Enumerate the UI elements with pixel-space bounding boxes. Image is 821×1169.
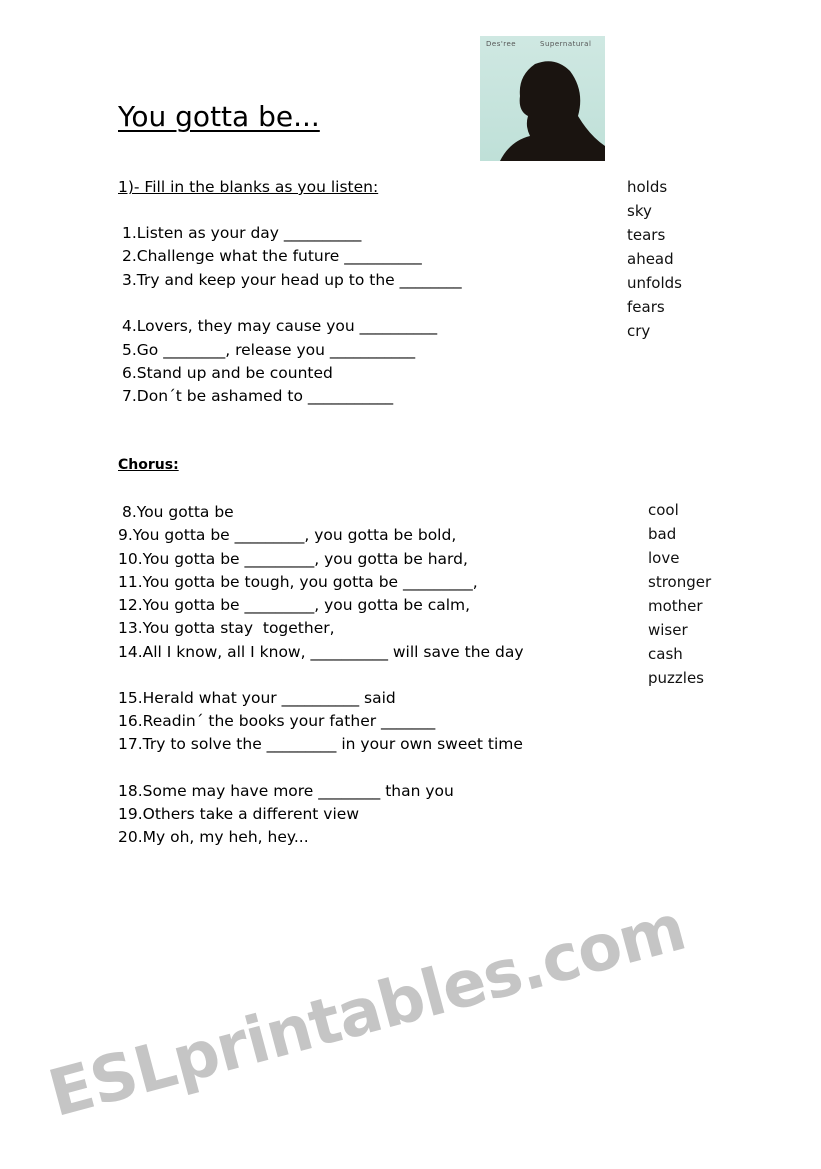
word-bank-item: cash [648, 645, 683, 663]
exercise-line: 2.Challenge what the future __________ [122, 247, 422, 265]
exercise-line: 9.You gotta be _________, you gotta be bold, [118, 526, 457, 544]
exercise-line: 18.Some may have more ________ than you [118, 782, 454, 800]
word-bank-item: cry [627, 322, 651, 340]
word-bank-item: puzzles [648, 669, 704, 687]
exercise-line: 20.My oh, my heh, hey... [118, 828, 309, 846]
word-bank-item: tears [627, 226, 666, 244]
exercise-line: 13.You gotta stay together, [118, 619, 335, 637]
exercise-line: 4.Lovers, they may cause you __________ [122, 317, 438, 335]
page-title: You gotta be... [118, 100, 320, 133]
cover-album: Supernatural [540, 40, 592, 48]
word-bank-item: bad [648, 525, 677, 543]
word-bank-item: cool [648, 501, 679, 519]
word-bank-item: mother [648, 597, 703, 615]
album-cover-image [480, 36, 605, 161]
exercise-line: 17.Try to solve the _________ in your own sweet time [118, 735, 523, 753]
word-bank-item: unfolds [627, 274, 682, 292]
word-bank-item: wiser [648, 621, 688, 639]
word-bank-item: fears [627, 298, 665, 316]
exercise-line: 12.You gotta be _________, you gotta be calm, [118, 596, 471, 614]
exercise-line: 14.All I know, all I know, __________ will save the day [118, 643, 524, 661]
exercise-line: 15.Herald what your __________ said [118, 689, 396, 707]
exercise-line: 19.Others take a different view [118, 805, 359, 823]
exercise-line: 7.Don´t be ashamed to ___________ [122, 387, 394, 405]
exercise-line: 11.You gotta be tough, you gotta be _________, [118, 573, 478, 591]
watermark: ESLprintables.com [41, 891, 693, 1132]
chorus-heading: Chorus: [118, 457, 179, 473]
exercise-line: 1.Listen as your day __________ [122, 224, 362, 242]
exercise-line: 3.Try and keep your head up to the ________ [122, 271, 462, 289]
exercise-line: 10.You gotta be _________, you gotta be hard, [118, 550, 468, 568]
cover-artist: Des'ree [486, 40, 517, 48]
exercise-line: 16.Readin´ the books your father _______ [118, 712, 436, 730]
exercise-line: 5.Go ________, release you ___________ [122, 341, 416, 359]
word-bank-item: ahead [627, 250, 674, 268]
silhouette-icon [480, 36, 605, 161]
word-bank-item: love [648, 549, 680, 567]
word-bank-item: holds [627, 178, 668, 196]
exercise-line: 6.Stand up and be counted [122, 364, 333, 382]
section1-heading: 1)- Fill in the blanks as you listen: [118, 178, 379, 196]
word-bank-item: sky [627, 202, 652, 220]
exercise-line: 8.You gotta be [122, 503, 234, 521]
word-bank-item: stronger [648, 573, 712, 591]
